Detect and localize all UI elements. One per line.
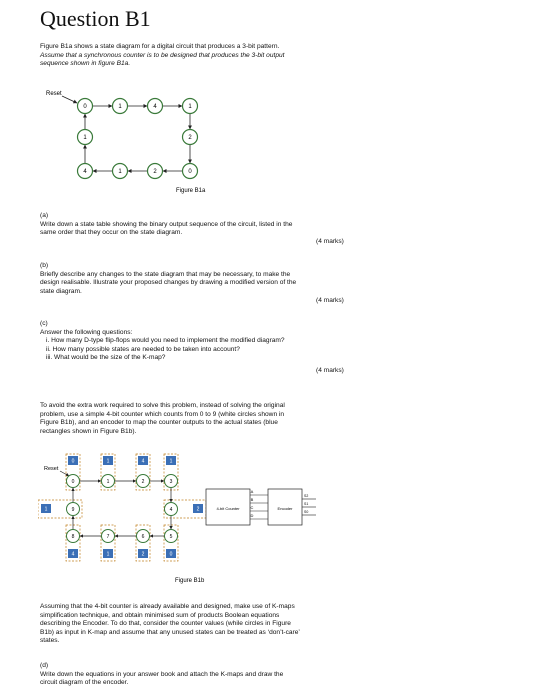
part-label: (b) [40,262,49,269]
assume-line: B1b) as input in K-map and assume that any unused states can be treated as ‘don’t-care’ [40,628,300,636]
part-c-line: Answer the following questions: [40,328,133,336]
encoder-state-label: 0 [169,551,173,558]
counter-state-label: 7 [106,534,110,540]
encoder-state-label: 1 [106,551,110,558]
question-title: Question B1 [40,6,151,31]
part-b [40,262,370,296]
reset-arrow [62,96,77,103]
pairing-boxes [38,454,206,561]
part-d-line: Write down the equations in your answer book and attach the K-maps and draw the [40,670,284,678]
counter-state-label: 2 [141,479,145,485]
reset-label: Reset [46,91,62,97]
encoder-output-label: S0 [304,510,309,514]
encoder-state-label: 4 [141,458,145,465]
counter-output-label: B [250,497,254,502]
avoid-line: rectangles shown in Figure B1b). [40,427,137,435]
state-label: 4 [83,169,87,175]
counter-state-label: 5 [169,534,173,540]
state-diagram-b1a [40,86,240,198]
state-label: 0 [83,104,87,110]
encoder-state-label: 1 [106,458,110,465]
assume-line: describing the Encoder. To do that, consider the counter values (while circles in Figure [40,620,291,628]
counter-output-label: D [250,513,254,518]
assume-line: states. [40,637,60,645]
state-label: 0 [188,169,192,175]
encoder-state-label: 2 [196,506,200,513]
marks: (4 marks) [316,367,344,374]
counter-output-label: A [250,489,254,494]
assume-line: simplification technique, and obtain minimised sum of products Boolean equations [40,611,280,619]
counter-state-label: 3 [169,479,173,485]
counter-encoder-diagram-b1b [38,448,328,590]
figure-caption: Figure B1a [176,188,206,194]
counter-state-label: 1 [106,479,110,485]
intro-line: Assume that a synchronous counter is to be designed that produces the 3-bit output [40,51,285,59]
avoid-line: Figure B1b), and an encoder to map the counter outputs to the actual states (blue [40,419,278,427]
counter-state-label: 8 [71,534,75,540]
encoder-state-label: 1 [169,458,173,465]
reset-label: Reset [44,466,59,472]
counter-label: 4-bit Counter [216,506,240,511]
counter-state-label: 0 [71,479,75,485]
part-d [40,662,370,688]
figure-caption: Figure B1b [175,578,205,584]
part-a [40,212,370,238]
intro-text [40,43,370,69]
state-label: 4 [153,104,157,110]
state-label: 1 [188,104,192,110]
counter-output-label: C [250,505,254,510]
part-c-item: iii. What would be the size of the K-map? [46,354,166,362]
part-c-item: ii. How many possible states are needed to be taken into account? [46,345,240,353]
encoder-state-label: 0 [71,458,75,465]
part-label: (d) [40,662,49,669]
part-d-line: circuit diagram of the encoder. [40,679,129,687]
part-a-line: Write down a state table showing the binary output sequence of the circuit, listed in the [40,220,293,228]
intro-line: sequence shown in figure B1a. [40,60,131,68]
part-c-item: i. How many D-type flip-flops would you need to implement the modified diagram? [46,337,285,345]
state-label: 1 [83,135,87,141]
avoid-line: To avoid the extra work required to solve this problem, instead of solving the original [40,402,285,409]
counter-state-label: 6 [141,534,145,540]
encoder-state-label: 4 [71,551,75,558]
state-label: 1 [118,104,122,110]
part-label: (a) [40,212,49,219]
part-b-line: state diagram. [40,287,82,295]
transition-arrows [85,106,190,171]
state-label: 2 [188,135,192,141]
encoder-label: Encoder [277,506,293,511]
encoder-state-label: 1 [44,506,48,513]
avoid-text [40,402,370,436]
encoder-output-label: S2 [304,494,309,498]
part-a-line: same order that they occur on the state diagram. [40,229,183,237]
transition-arrows [73,481,171,536]
part-label: (c) [40,320,48,327]
assume-text [40,603,370,646]
encoder-state-label: 2 [141,551,145,558]
part-b-line: design realisable. Illustrate your proposed changes by drawing a modified version of the [40,279,297,287]
state-label: 1 [118,169,122,175]
counter-state-label: 4 [169,507,173,513]
state-label: 2 [153,169,157,175]
part-b-line: Briefly describe any changes to the state diagram that may be necessary, to make the [40,270,291,278]
counter-state-label: 9 [71,507,75,513]
avoid-line: problem, use a simple 4-bit counter which counts from 0 to 9 (white circles shown in [40,410,285,418]
encoder-output-label: S1 [304,502,309,506]
marks: (4 marks) [316,238,344,245]
assume-line: Assuming that the 4-bit counter is already available and designed, make use of K-maps [40,603,295,610]
marks: (4 marks) [316,297,344,304]
reset-arrow [60,471,69,476]
intro-line: Figure B1a shows a state diagram for a digital circuit that produces a 3-bit pattern. [40,43,280,50]
part-c [40,320,370,363]
